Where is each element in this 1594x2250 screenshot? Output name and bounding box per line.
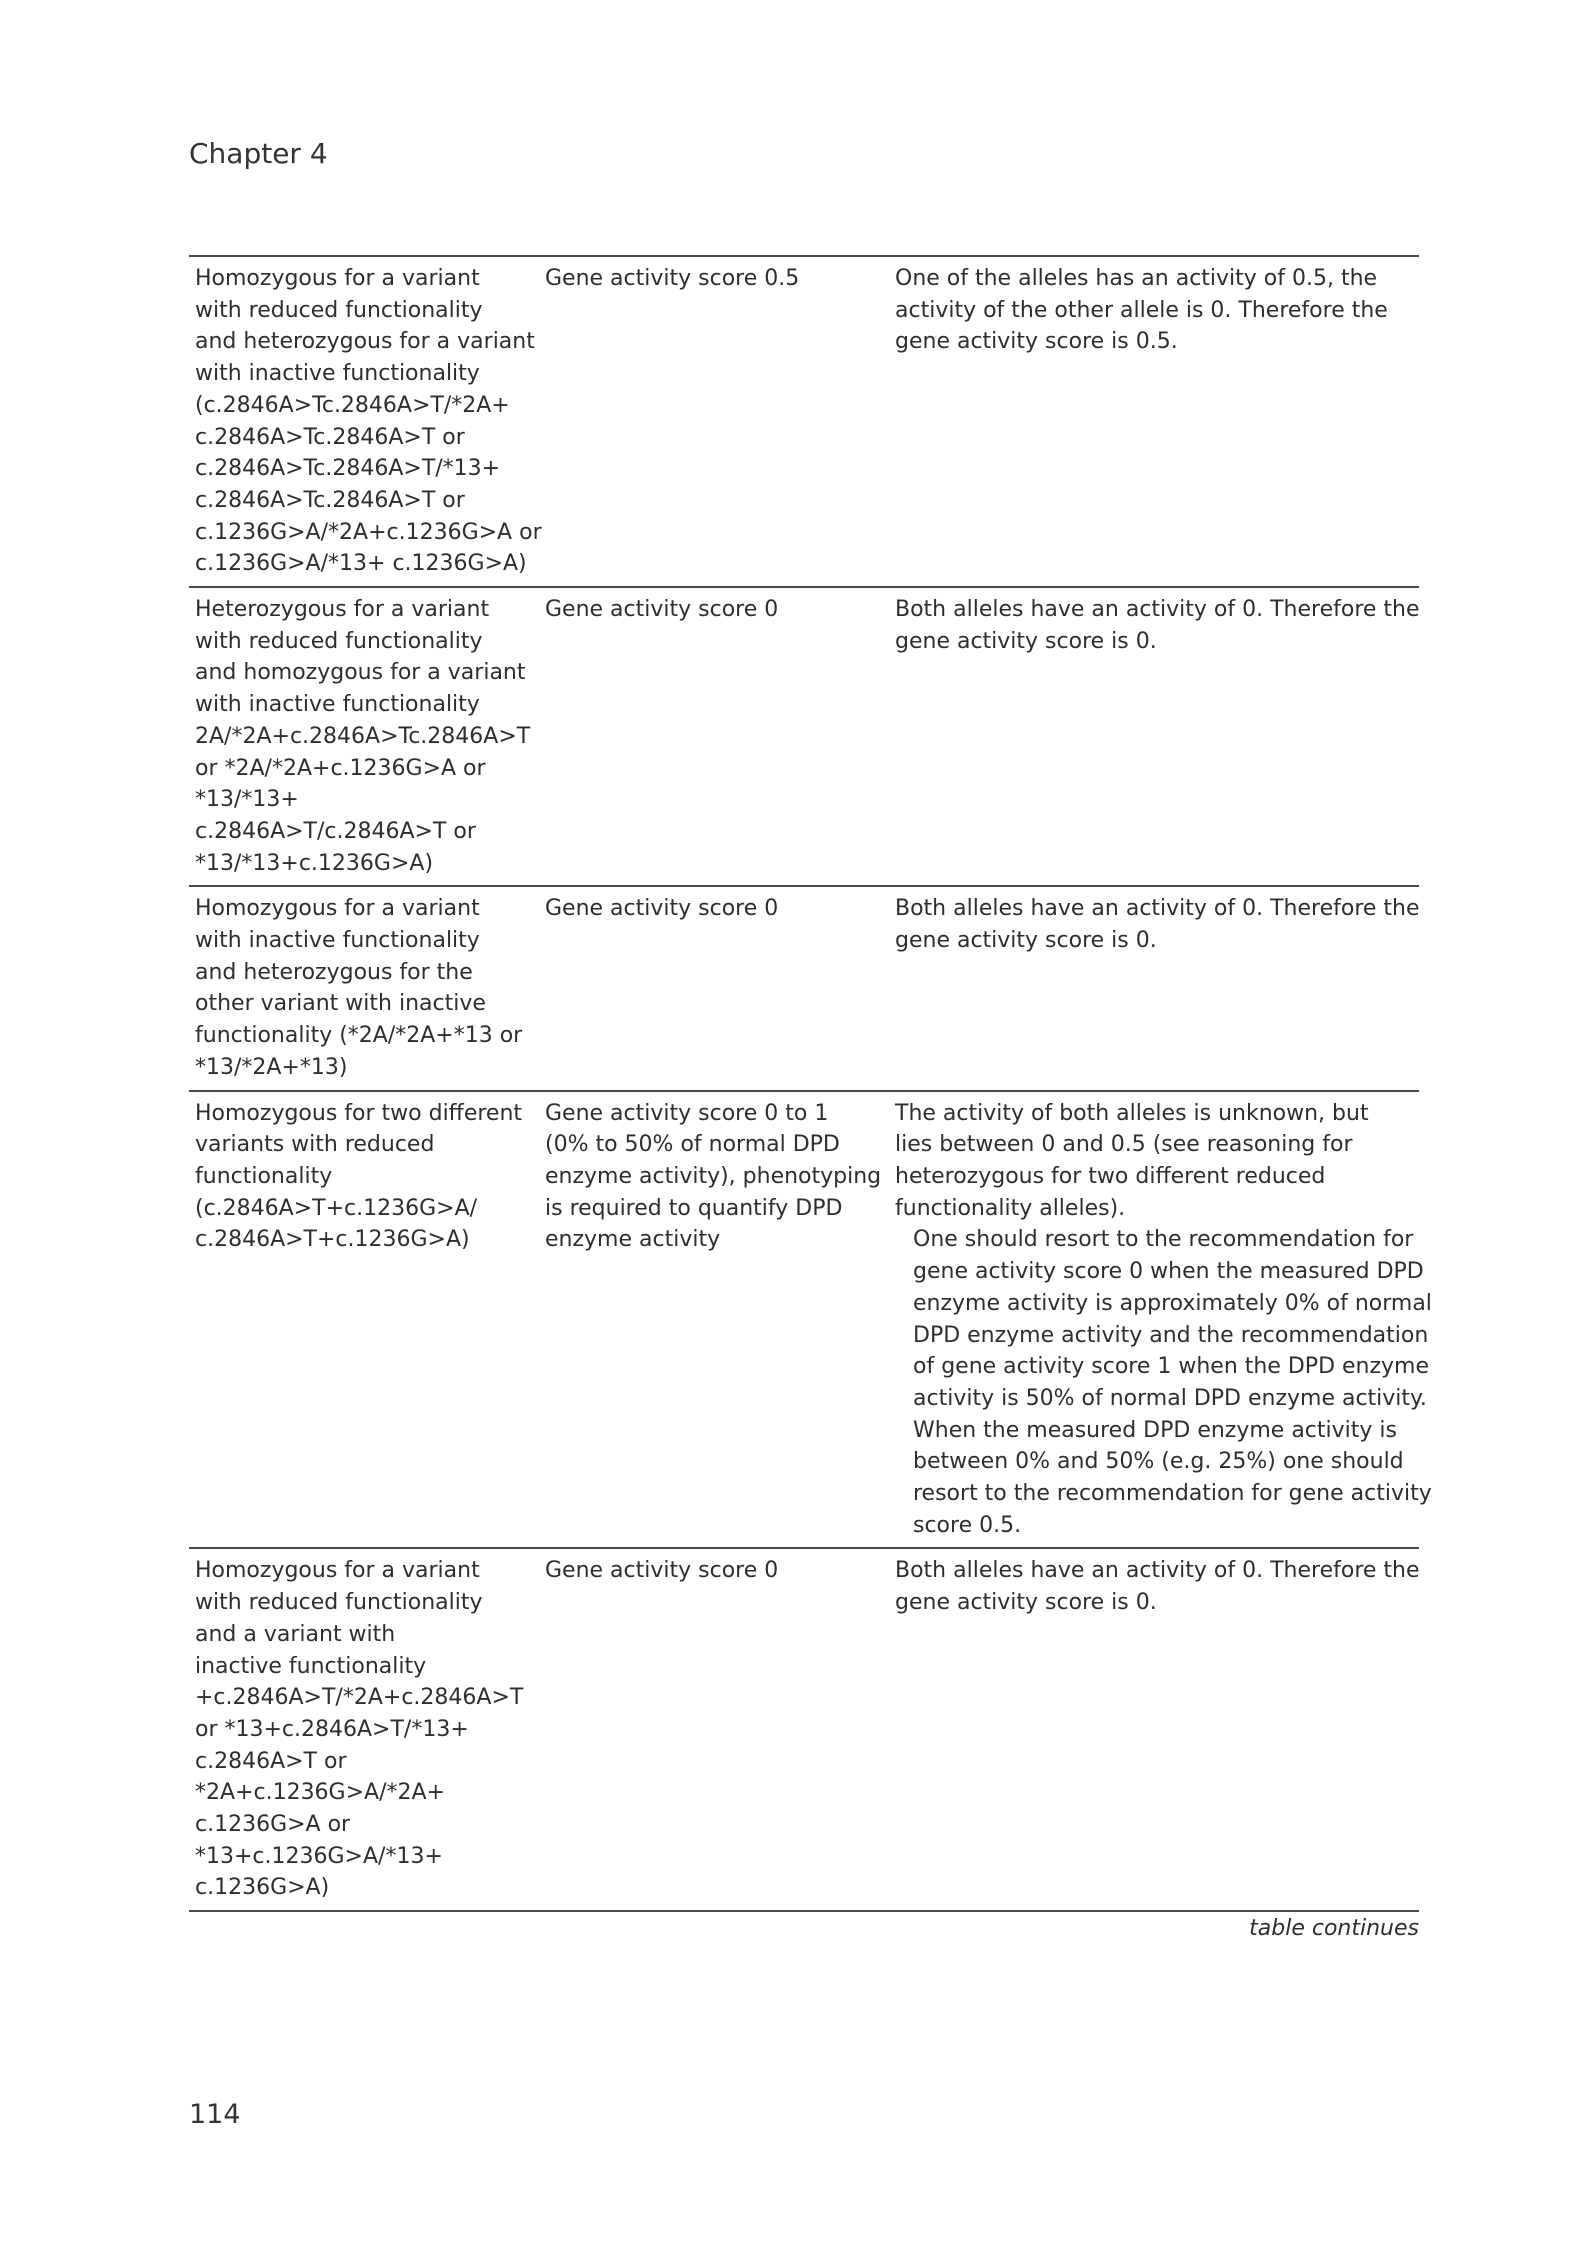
genotype-line: c.2846A>T+c.1236G>A) [195, 1227, 470, 1253]
explanation-line: gene activity score is 0. [895, 928, 1157, 954]
explanation-line: activity is 50% of normal DPD enzyme activity. [913, 1385, 1427, 1411]
table-row [189, 1091, 1419, 1549]
genotype-line: functionality [195, 1163, 333, 1189]
genotype-cell [189, 1548, 539, 1911]
genotype-cell [189, 256, 542, 587]
explanation-line: activity of the other allele is 0. Therefore the [895, 297, 1388, 323]
explanation-line: gene activity score 0 when the measured DPD [913, 1259, 1424, 1285]
activity-score-line: Gene activity score 0.5 [545, 266, 800, 291]
activity-score-line: Gene activity score 0 [545, 597, 779, 623]
explanation-line: When the measured DPD enzyme activity is [913, 1417, 1397, 1443]
genotype-line: c.2846A>T/c.2846A>T or [195, 818, 476, 844]
table-body [189, 256, 1432, 1911]
table-row [189, 886, 1419, 1090]
genotype-line: (c.2846A>Tc.2846A>T/*2A+ [195, 392, 510, 418]
activity-score-line: is required to quantify DPD [545, 1195, 843, 1221]
genotype-line: (c.2846A>T+c.1236G>A/ [195, 1195, 478, 1221]
explanation-line: gene activity score is 0.5. [895, 329, 1178, 355]
table-continues-note: table continues [1249, 1916, 1419, 1942]
genotype-line: Homozygous for a variant [195, 896, 480, 922]
genotype-line: *13/*13+c.1236G>A) [195, 850, 434, 876]
genotype-line: with inactive functionality [195, 928, 480, 954]
explanation-line: score 0.5. [913, 1512, 1022, 1538]
genotype-line: with inactive functionality [195, 692, 480, 718]
genotype-line: c.2846A>Tc.2846A>T or [195, 424, 465, 450]
genotype-line: variants with reduced [195, 1132, 435, 1158]
explanation-line: between 0% and 50% (e.g. 25%) one should [913, 1449, 1404, 1475]
activity-score-line: Gene activity score 0 to 1 [545, 1100, 829, 1126]
genotype-line: with reduced functionality [195, 297, 483, 323]
activity-score-line: enzyme activity), phenotyping [545, 1163, 882, 1189]
explanation-line: of gene activity score 1 when the DPD enzyme [913, 1354, 1430, 1380]
genotype-line: or *2A/*2A+c.1236G>A or [195, 755, 486, 781]
activity-score-line: (0% to 50% of normal DPD [545, 1132, 840, 1158]
explanation-line: gene activity score is 0. [895, 1590, 1157, 1616]
explanation-paragraph [895, 893, 1420, 956]
genotype-line: *13+c.1236G>A/*13+ [195, 1843, 443, 1869]
activity-score-cell [539, 1091, 889, 1549]
activity-score-line: Gene activity score 0 [545, 1558, 779, 1584]
genotype-line: *13/*2A+*13) [195, 1054, 348, 1080]
explanation-line: Both alleles have an activity of 0. Therefore the [895, 1558, 1420, 1584]
genotype-line: c.1236G>A/*2A+c.1236G>A or [195, 519, 542, 545]
genotype-line: Homozygous for two different [195, 1100, 523, 1126]
genotype-line: functionality (*2A/*2A+*13 or [195, 1023, 523, 1049]
genotype-cell [189, 587, 539, 886]
genotype-line: or *13+c.2846A>T/*13+ [195, 1716, 469, 1742]
explanation-line: Both alleles have an activity of 0. Therefore the [895, 896, 1420, 922]
genotype-line: +c.2846A>T/*2A+c.2846A>T [195, 1685, 524, 1711]
running-head: Chapter 4 [189, 137, 328, 170]
activity-score-cell [539, 886, 889, 1090]
genotype-cell [189, 1091, 539, 1549]
genotype-line: with reduced functionality [195, 1590, 483, 1616]
activity-score-cell [539, 587, 889, 886]
genotype-line: inactive functionality [195, 1653, 427, 1679]
explanation-line: functionality alleles). [895, 1195, 1126, 1221]
activity-score-cell [539, 256, 889, 587]
genotype-line: Homozygous for a variant [195, 1558, 480, 1584]
genotype-line: c.1236G>A) [195, 1875, 330, 1901]
explanation-line: One should resort to the recommendation for [913, 1227, 1414, 1253]
explanation-cell [889, 587, 1419, 886]
explanation-cell [889, 886, 1419, 1090]
table-row [189, 1548, 1419, 1911]
genotype-line: other variant with inactive [195, 991, 486, 1017]
explanation-line: One of the alleles has an activity of 0.5, the [895, 266, 1378, 291]
activity-score-cell [539, 1548, 889, 1911]
genotype-line: c.2846A>Tc.2846A>T or [195, 487, 465, 513]
genotype-line: and heterozygous for the [195, 959, 473, 985]
activity-score-line: enzyme activity [545, 1227, 721, 1253]
genotype-line: and a variant with [195, 1621, 396, 1647]
explanation-paragraph [895, 1555, 1420, 1618]
explanation-line: resort to the recommendation for gene activity [913, 1481, 1432, 1507]
genotype-line: *2A+c.1236G>A/*2A+ [195, 1780, 445, 1806]
table-row [189, 587, 1419, 886]
genotype-cell [189, 886, 539, 1090]
explanation-line: The activity of both alleles is unknown, but [895, 1100, 1369, 1126]
explanation-line: Both alleles have an activity of 0. Therefore the [895, 597, 1420, 623]
explanation-line: DPD enzyme activity and the recommendation [913, 1322, 1429, 1348]
genotype-line: 2A/*2A+c.2846A>Tc.2846A>T [195, 723, 531, 749]
genotype-activity-table [189, 255, 1432, 1912]
explanation-paragraph [895, 1098, 1413, 1225]
genotype-line: with reduced functionality [195, 628, 483, 654]
explanation-line: enzyme activity is approximately 0% of normal [913, 1290, 1432, 1316]
explanation-cell [889, 1548, 1419, 1911]
genotype-table-container [189, 255, 1432, 1944]
genotype-line: c.1236G>A/*13+ c.1236G>A) [195, 551, 527, 577]
genotype-line: with inactive functionality [195, 361, 480, 387]
genotype-line: Heterozygous for a variant [195, 597, 490, 623]
table-row [189, 256, 1419, 587]
genotype-line: c.2846A>T or [195, 1748, 347, 1774]
genotype-line: *13/*13+ [195, 787, 299, 813]
explanation-paragraph [895, 1224, 1432, 1414]
activity-score-line: Gene activity score 0 [545, 896, 779, 922]
genotype-line: c.2846A>Tc.2846A>T/*13+ [195, 456, 501, 482]
explanation-cell [889, 256, 1419, 587]
genotype-line: Homozygous for a variant [195, 266, 480, 291]
explanation-line: gene activity score is 0. [895, 628, 1157, 654]
explanation-paragraph [895, 594, 1420, 657]
explanation-line: lies between 0 and 0.5 (see reasoning for [895, 1132, 1353, 1158]
explanation-line: heterozygous for two different reduced [895, 1163, 1326, 1189]
genotype-line: and homozygous for a variant [195, 660, 526, 686]
explanation-paragraph [895, 1415, 1432, 1542]
explanation-paragraph [895, 263, 1413, 358]
genotype-line: c.1236G>A or [195, 1812, 351, 1838]
genotype-line: and heterozygous for a variant [195, 329, 535, 355]
page-number: 114 [189, 2099, 241, 2130]
explanation-cell [889, 1091, 1432, 1549]
